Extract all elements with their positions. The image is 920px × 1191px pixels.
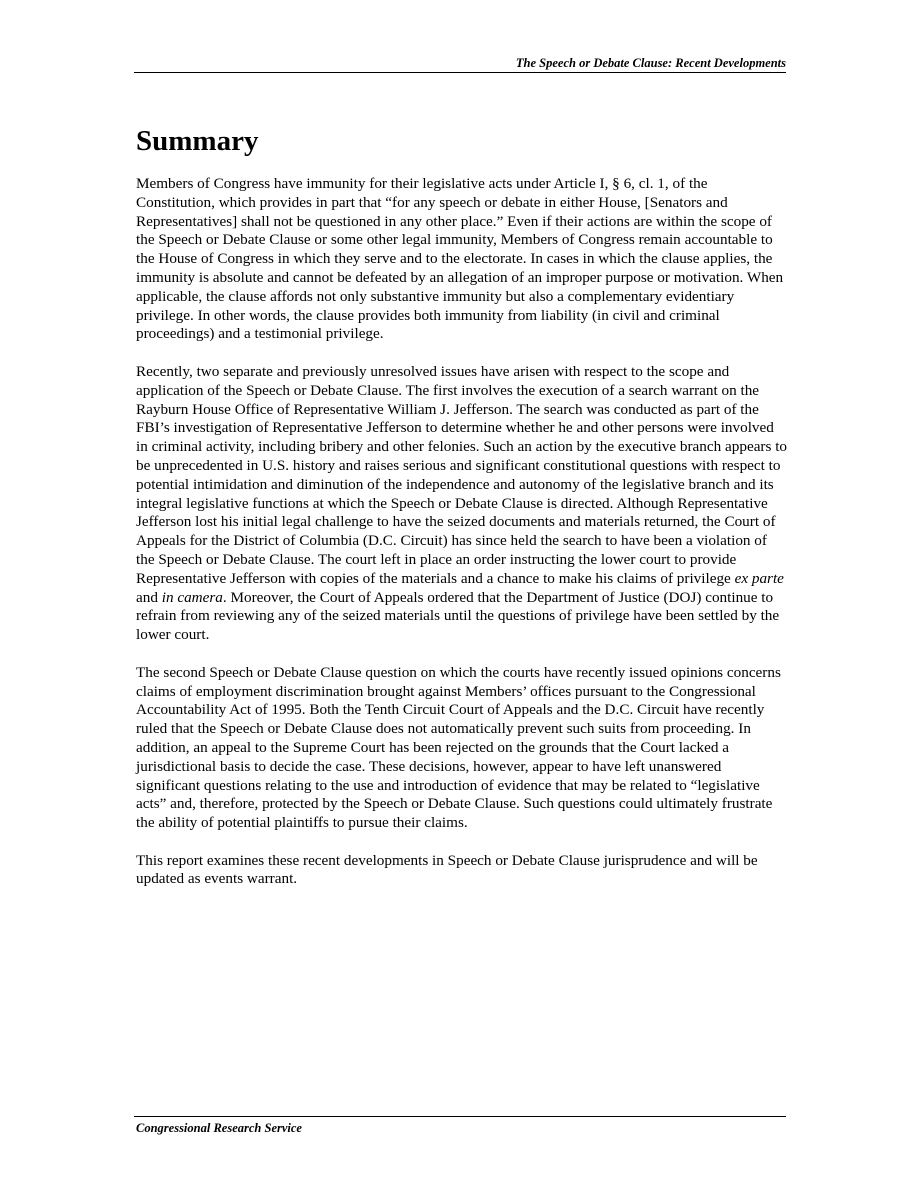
paragraph-2-text: Recently, two separate and previously unresolved issues have arisen with respect to the scope and application of the Speech or Debate Clause. The first involves the execution of a search warrant on the Rayburn House Office of Representative William J. Jefferson. The search was conducted as part of the FBI’s investigation of Representative Jefferson to determine whether he and other persons were involved in criminal activity, including bribery and other felonies. Such an action by the executive branch appears to be unprecedented in U.S. history and raises serious and significant constitutional questions with respect to potential intimidation and diminution of the independence and autonomy of the legislative branch and its integral legislative functions at which the Speech or Debate Clause is directed. Although Representative Jefferson lost his initial legal challenge to have the seized documents and materials returned, the Court of Appeals for the District of Columbia (D.C. Circuit) has since held the search to have been a violation of the Speech or Debate Clause. The court left in place an order instructing the lower court to provide Representative Jefferson with copies of the materials and a chance to make his claims of privilege xyxy=(136,362,788,587)
conjunction: and xyxy=(136,588,158,606)
summary-body xyxy=(136,175,788,908)
summary-paragraph-2 xyxy=(136,363,788,645)
page-title: Summary xyxy=(136,125,259,157)
ex-parte-term: ex parte xyxy=(734,569,784,587)
summary-paragraph-3: The second Speech or Debate Clause question on which the courts have recently issued opinions concerns claims of employment discrimination brought against Members’ offices pursuant to the Congressional Accountability Act of 1995. Both the Tenth Circuit Court of Appeals and the D.C. Circuit have recently ruled that the Speech or Debate Clause does not automatically prevent such suits from proceeding. In addition, an appeal to the Supreme Court has been rejected on the grounds that the Court lacked a jurisdictional basis to decide the case. These decisions, however, appear to have left unanswered significant questions relating to the use and introduction of evidence that may be related to “legislative acts” and, therefore, protected by the Speech or Debate Clause. Such questions could ultimately frustrate the ability of potential plaintiffs to pursue their claims. xyxy=(136,663,781,832)
summary-paragraph-4: This report examines these recent developments in Speech or Debate Clause jurisprudence and will be updated as events warrant. xyxy=(136,851,758,888)
in-camera-term: in camera xyxy=(161,588,223,606)
summary-paragraph-1: Members of Congress have immunity for their legislative acts under Article I, § 6, cl. 1, of the Constitution, which provides in part that “for any speech or debate in either House, [Senators and Representatives] shall not be questioned in any other place.” Even if their actions are within the scope of the Speech or Debate Clause or some other legal immunity, Members of Congress remain accountable to the House of Congress in which they serve and to the electorate. In cases in which the clause applies, the immunity is absolute and cannot be defeated by an allegation of an improper purpose or motivation. When applicable, the clause affords not only substantive immunity but also a complementary evidentiary privilege. In other words, the clause provides both immunity from liability (in civil and criminal proceedings) and a testimonial privilege. xyxy=(136,175,784,343)
header-rule xyxy=(134,72,786,73)
running-footer: Congressional Research Service xyxy=(136,1121,302,1135)
footer-rule xyxy=(134,1116,786,1117)
paragraph-2-continued: . Moreover, the Court of Appeals ordered that the Department of Justice (DOJ) continue to refrain from reviewing any of the seized materials until the questions of privilege have been settled by the lower court. xyxy=(136,588,780,644)
running-header: The Speech or Debate Clause: Recent Developments xyxy=(515,56,786,70)
